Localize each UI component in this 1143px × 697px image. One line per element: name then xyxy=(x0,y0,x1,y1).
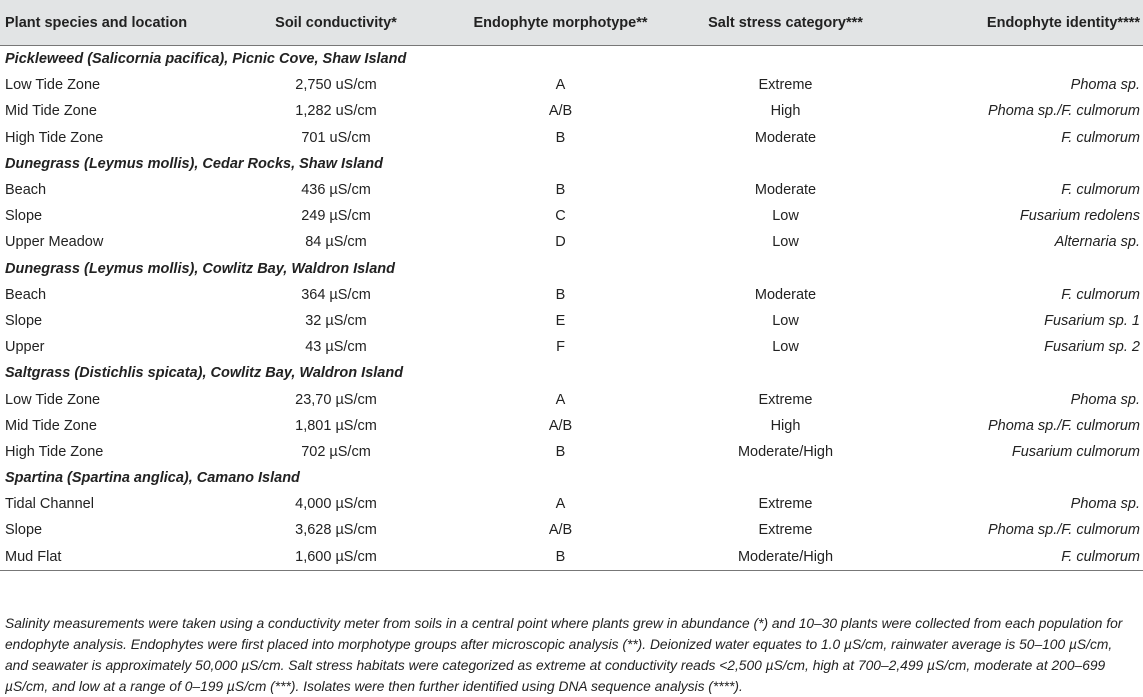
cell-stress: Moderate xyxy=(754,129,817,146)
header-plant-species: Plant species and location xyxy=(0,0,224,46)
cell-identity: F. culmorum xyxy=(898,544,1143,571)
group-title-text: Dunegrass ( xyxy=(5,260,89,277)
cell-conductivity: 4,000 µS/cm xyxy=(295,496,377,513)
header-endophyte-identity: Endophyte identity**** xyxy=(898,0,1143,46)
table-footnote: Salinity measurements were taken using a conductivity meter from soils in a central point where plants grew in abundance (*) and 10–30 plants were collected from each population for endophyte analysis. Endophytes were first placed into morphotype groups after microscopic analysis (**). Deionized water equates to 1.0 µS/cm, rainwater average is 50–100 µS/cm, and seawater is approximately 50,000 µS/cm. Salt stress habitats were categorized as extreme at conductivity reads <2,500 µS/cm, high at 700–2,499 µS/cm, moderate at 200–699 µS/cm, and low at a range of 0–199 µS/cm (***). Isolates were then further identified using DNA sequence analysis (****). xyxy=(5,615,1123,694)
cell-morphotype: B xyxy=(555,129,566,146)
cell-identity: Alternaria sp. xyxy=(1054,234,1140,251)
cell-identity: F. culmorum xyxy=(1061,286,1140,303)
group-row xyxy=(0,151,1143,177)
cell-identity: Phoma sp. xyxy=(1070,496,1140,513)
cell-location: Slope xyxy=(5,208,43,225)
cell-identity: Phoma sp. xyxy=(1070,77,1140,94)
header-row xyxy=(0,0,1143,46)
cell-morphotype: A xyxy=(555,391,566,408)
group-title xyxy=(0,360,1143,386)
cell-morphotype: A/B xyxy=(548,522,573,539)
cell-location: High Tide Zone xyxy=(5,443,104,460)
cell-location: Slope xyxy=(5,312,43,329)
cell-stress: Moderate/High xyxy=(673,544,898,571)
group-row xyxy=(0,465,1143,491)
cell-morphotype: A xyxy=(555,77,566,94)
cell-conductivity: 436 µS/cm xyxy=(301,182,371,199)
table-row xyxy=(0,439,1143,465)
cell-morphotype: B xyxy=(555,182,566,199)
group-title-location: ), Cowlitz Bay, Waldron Island xyxy=(197,365,404,382)
cell-conductivity: 702 µS/cm xyxy=(301,443,371,460)
cell-conductivity: 249 µS/cm xyxy=(301,208,371,225)
table-row xyxy=(0,203,1143,229)
cell-stress: Extreme xyxy=(758,522,813,539)
cell-stress: Extreme xyxy=(758,391,813,408)
table-row xyxy=(0,282,1143,308)
cell-location: Upper xyxy=(5,339,45,356)
cell-morphotype: E xyxy=(555,312,566,329)
table-row xyxy=(0,517,1143,543)
cell-conductivity: 1,600 µS/cm xyxy=(224,544,448,571)
cell-location: Mid Tide Zone xyxy=(5,103,97,120)
table-row xyxy=(0,544,1143,571)
cell-location: Tidal Channel xyxy=(5,496,94,513)
table-row xyxy=(0,413,1143,439)
cell-location: Low Tide Zone xyxy=(5,77,101,94)
header-salt-stress: Salt stress category*** xyxy=(673,0,898,46)
group-title-location: ), Cedar Rocks, Shaw Island xyxy=(189,155,383,172)
cell-location: Mud Flat xyxy=(0,544,224,571)
cell-conductivity: 43 µS/cm xyxy=(305,339,367,356)
cell-stress: Moderate/High xyxy=(737,443,834,460)
group-title-species: Leymus mollis xyxy=(88,260,190,277)
cell-morphotype: A xyxy=(555,496,566,513)
cell-identity: Phoma sp./F. culmorum xyxy=(987,522,1140,539)
header-soil-conductivity: Soil conductivity* xyxy=(224,0,448,46)
cell-stress: Extreme xyxy=(758,496,813,513)
cell-stress: High xyxy=(770,417,801,434)
cell-stress: Low xyxy=(772,234,799,251)
cell-conductivity: 32 µS/cm xyxy=(305,312,367,329)
cell-stress: Low xyxy=(772,208,799,225)
cell-conductivity: 701 uS/cm xyxy=(301,129,371,146)
group-title-text: Dunegrass ( xyxy=(5,155,89,172)
cell-conductivity: 84 µS/cm xyxy=(305,234,367,251)
group-row xyxy=(0,46,1143,73)
cell-location: High Tide Zone xyxy=(5,129,104,146)
table-row xyxy=(0,386,1143,412)
cell-location: Mid Tide Zone xyxy=(5,417,97,434)
cell-conductivity: 2,750 uS/cm xyxy=(295,77,377,94)
cell-conductivity: 23,70 µS/cm xyxy=(295,391,377,408)
cell-location: Beach xyxy=(5,286,47,303)
cell-stress: Low xyxy=(772,339,799,356)
group-title-text: Spartina ( xyxy=(5,470,72,487)
cell-identity: Fusarium culmorum xyxy=(1011,443,1140,460)
group-row xyxy=(0,360,1143,386)
table-row xyxy=(0,125,1143,151)
group-row xyxy=(0,256,1143,282)
table-row xyxy=(0,491,1143,517)
group-title xyxy=(0,256,1143,282)
cell-identity: Phoma sp./F. culmorum xyxy=(987,417,1140,434)
cell-identity: Fusarium redolens xyxy=(1019,208,1140,225)
table-header xyxy=(0,0,1143,46)
table-row xyxy=(0,98,1143,124)
cell-morphotype: B xyxy=(448,544,673,571)
cell-identity: F. culmorum xyxy=(1061,129,1140,146)
cell-identity: Fusarium sp. 2 xyxy=(1044,339,1140,356)
cell-morphotype: D xyxy=(555,234,566,251)
group-title-text: Pickleweed (Salicornia pacifica), Picnic Cove, Shaw Island xyxy=(5,51,407,68)
cell-morphotype: C xyxy=(555,208,566,225)
group-title xyxy=(0,151,1143,177)
cell-conductivity: 1,282 uS/cm xyxy=(295,103,377,120)
group-title-species: Spartina anglica xyxy=(71,470,184,487)
cell-morphotype: A/B xyxy=(548,103,573,120)
cell-location: Low Tide Zone xyxy=(5,391,101,408)
group-title xyxy=(0,465,1143,491)
cell-identity: Phoma sp./F. culmorum xyxy=(987,103,1140,120)
table-row xyxy=(0,229,1143,255)
table-row xyxy=(0,177,1143,203)
table-body xyxy=(0,46,1143,571)
cell-location: Beach xyxy=(5,182,47,199)
cell-morphotype: B xyxy=(555,286,566,303)
group-title-species: Distichlis spicata xyxy=(79,365,198,382)
cell-identity: Fusarium sp. 1 xyxy=(1044,312,1140,329)
group-title-location: ), Camano Island xyxy=(183,470,300,487)
cell-conductivity: 1,801 µS/cm xyxy=(295,417,377,434)
table-row xyxy=(0,334,1143,360)
cell-location: Slope xyxy=(5,522,43,539)
cell-location: Upper Meadow xyxy=(5,234,104,251)
group-title xyxy=(0,46,1143,73)
cell-identity: F. culmorum xyxy=(1061,182,1140,199)
cell-stress: Moderate xyxy=(754,182,817,199)
group-title-text: Saltgrass ( xyxy=(5,365,80,382)
cell-conductivity: 3,628 µS/cm xyxy=(295,522,377,539)
cell-morphotype: B xyxy=(555,443,566,460)
group-title-species: Leymus mollis xyxy=(88,155,190,172)
cell-stress: Moderate xyxy=(754,286,817,303)
cell-morphotype: F xyxy=(556,339,565,356)
table-row xyxy=(0,72,1143,98)
header-endophyte-morphotype: Endophyte morphotype** xyxy=(448,0,673,46)
cell-stress: Extreme xyxy=(758,77,813,94)
cell-identity: Phoma sp. xyxy=(1070,391,1140,408)
group-title-location: ), Cowlitz Bay, Waldron Island xyxy=(189,260,395,277)
cell-stress: Low xyxy=(772,312,799,329)
cell-conductivity: 364 µS/cm xyxy=(301,286,371,303)
cell-stress: High xyxy=(770,103,801,120)
cell-morphotype: A/B xyxy=(548,417,573,434)
table-row xyxy=(0,308,1143,334)
